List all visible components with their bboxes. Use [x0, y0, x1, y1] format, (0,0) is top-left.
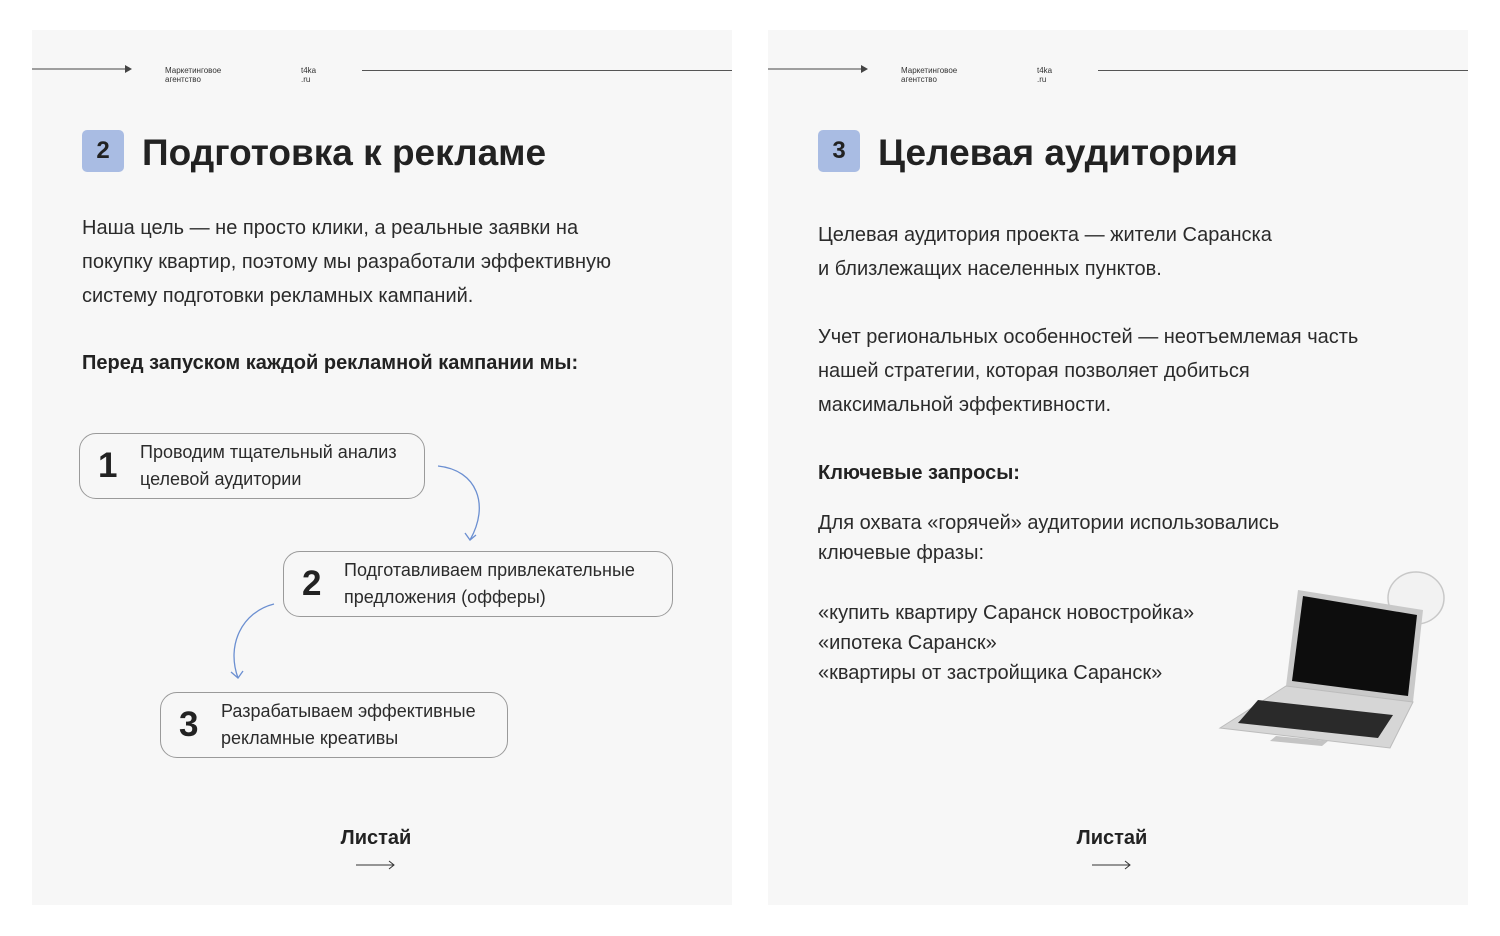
site-label[interactable]: t4ka .ru	[301, 66, 317, 84]
step-number: 1	[98, 446, 118, 485]
slide-title: Целевая аудитория	[878, 132, 1238, 173]
agency-label: Маркетинговое агентство	[901, 66, 958, 84]
header-arrow-icon	[768, 62, 868, 74]
swipe-label: Листай	[1076, 827, 1148, 849]
step-card-1	[79, 433, 425, 499]
header-divider	[1098, 70, 1468, 71]
keyword-phrases-list	[818, 598, 1194, 688]
laptop-image	[1218, 560, 1453, 750]
keyword-phrase: «купить квартиру Саранск новостройка»	[818, 602, 1195, 624]
steps-subheading: Перед запуском каждой рекламной кампании мы:	[82, 352, 579, 374]
strategy-paragraph: Учет региональных особенностей — неотъемлемая часть нашей стратегии, которая позволяет добиться максимальной эффективности.	[818, 326, 1359, 416]
intro-paragraph: Наша цель — не просто клики, а реальные заявки на покупку квартир, поэтому мы разработали эффективную систему подготовки рекламных кампаний.	[82, 217, 612, 307]
keywords-intro: Для охвата «горячей» аудитории использовались ключевые фразы:	[818, 512, 1280, 564]
step-number: 3	[179, 705, 199, 744]
swipe-arrow-icon	[1092, 860, 1132, 870]
section-number-badge: 2	[82, 130, 124, 172]
header-divider	[362, 70, 732, 71]
keyword-phrase: «квартиры от застройщика Саранск»	[818, 662, 1163, 684]
swipe-arrow-icon	[356, 860, 396, 870]
swipe-hint[interactable]	[316, 827, 436, 870]
step-card-3	[160, 692, 508, 758]
flow-arrow-icon	[222, 600, 282, 685]
step-text: Проводим тщательный анализ целевой аудитории	[140, 442, 397, 489]
header-arrow-icon	[32, 62, 132, 74]
site-label[interactable]: t4ka .ru	[1037, 66, 1053, 84]
keywords-subheading: Ключевые запросы:	[818, 462, 1020, 484]
slide-preparation	[32, 30, 732, 905]
swipe-label: Листай	[340, 827, 412, 849]
keyword-phrase: «ипотека Саранск»	[818, 632, 997, 654]
slide-header	[32, 30, 732, 100]
section-number-badge: 3	[818, 130, 860, 172]
audience-paragraph: Целевая аудитория проекта — жители Саранска и близлежащих населенных пунктов.	[818, 224, 1272, 280]
slide-title: Подготовка к рекламе	[142, 132, 547, 173]
slide-header	[768, 30, 1468, 100]
step-text: Разрабатываем эффективные рекламные креативы	[221, 701, 476, 748]
agency-label: Маркетинговое агентство	[165, 66, 222, 84]
flow-arrow-icon	[432, 460, 492, 545]
step-card-2	[283, 551, 673, 617]
swipe-hint[interactable]	[1052, 827, 1172, 870]
slide-target-audience	[768, 30, 1468, 905]
step-text: Подготавливаем привлекательные предложения (офферы)	[344, 560, 635, 607]
step-number: 2	[302, 564, 322, 603]
